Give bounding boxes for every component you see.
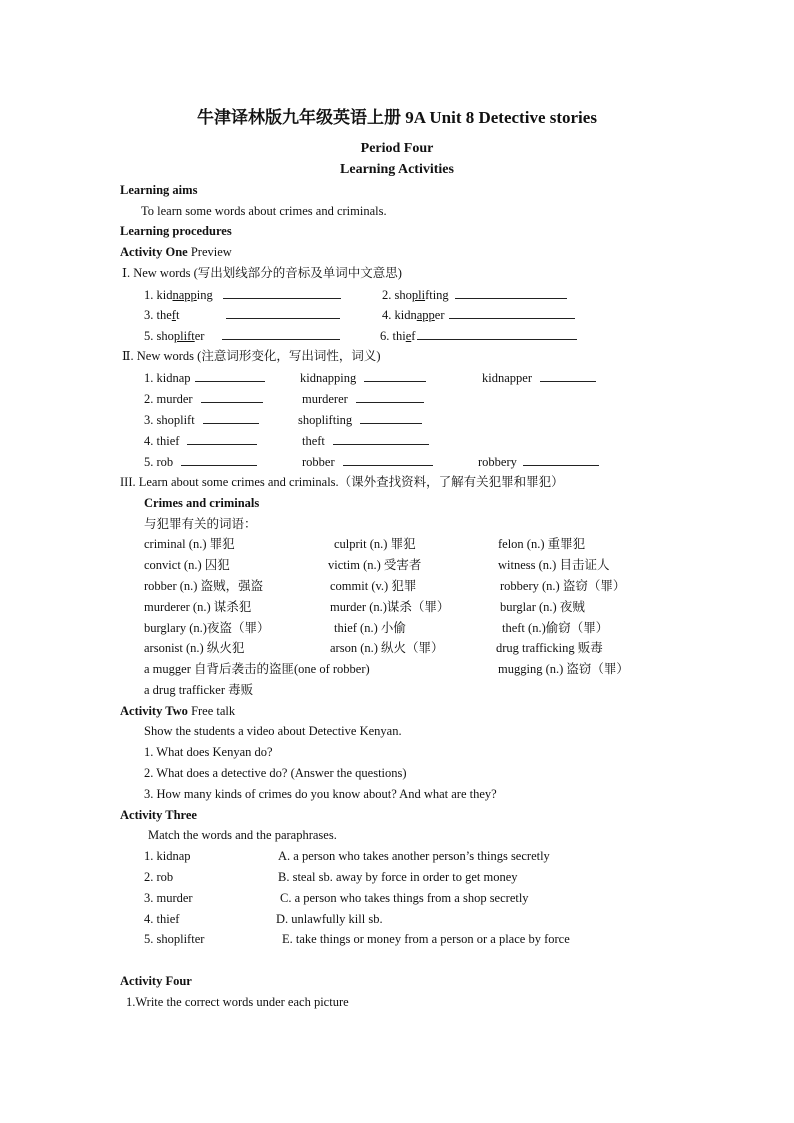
part3-heading: III. Learn about some crimes and criminals.（课外查找资料，了解有关犯罪和罪犯）: [120, 475, 564, 489]
answer-blank[interactable]: [523, 453, 599, 466]
match-definition: B. steal sb. away by force in order to get money: [278, 870, 518, 884]
vocab-entry: commit (v.) 犯罪: [330, 579, 417, 593]
activity-two-label: Free talk: [191, 704, 236, 718]
part2-word: theft: [302, 432, 429, 449]
activity-three-heading: Activity Three: [120, 808, 197, 822]
vocab-entry: felon (n.) 重罪犯: [498, 537, 586, 551]
match-definition: E. take things or money from a person or a place by force: [282, 932, 570, 946]
part1-item: 6. thief: [380, 327, 577, 344]
part1-item: 5. shoplifter: [144, 327, 340, 344]
answer-blank[interactable]: [449, 306, 575, 319]
part2-word: robber: [302, 453, 433, 470]
aims-text: To learn some words about crimes and criminals.: [141, 204, 387, 218]
vocab-entry: victim (n.) 受害者: [328, 558, 422, 572]
part1-heading: Ⅰ. New words (写出划线部分的音标及单词中文意思): [122, 266, 402, 280]
question-item: 2. What does a detective do? (Answer the questions): [144, 766, 407, 780]
vocab-entry: a mugger 自背后袭击的盗匪(one of robber): [144, 662, 370, 676]
part2-word: 5. rob: [144, 453, 257, 470]
activity-two-title: Activity Two: [120, 704, 188, 718]
vocab-entry: burglar (n.) 夜贼: [500, 600, 585, 614]
part1-item: 2. shoplifting: [382, 286, 567, 303]
vocab-entry: thief (n.) 小偷: [334, 621, 406, 635]
period-label: Period Four: [360, 141, 434, 156]
activity-two-heading: [120, 703, 235, 719]
vocab-entry: criminal (n.) 罪犯: [144, 537, 235, 551]
answer-blank[interactable]: [195, 369, 265, 382]
activity-two-intro: Show the students a video about Detective Kenyan.: [144, 724, 402, 738]
question-item: 1. What does Kenyan do?: [144, 745, 273, 759]
answer-blank[interactable]: [187, 432, 257, 445]
match-word: 3. murder: [144, 891, 193, 905]
part2-word: shoplifting: [298, 411, 422, 428]
answer-blank[interactable]: [540, 369, 596, 382]
vocab-entry: drug trafficking 贩毒: [496, 641, 603, 655]
answer-blank[interactable]: [226, 306, 340, 319]
vocab-entry: mugging (n.) 盗窃（罪）: [498, 662, 629, 676]
part2-word: kidnapping: [300, 369, 426, 386]
vocab-entry: burglary (n.)夜盗（罪）: [144, 621, 270, 635]
vocab-entry: murderer (n.) 谋杀犯: [144, 600, 252, 614]
answer-blank[interactable]: [455, 286, 567, 299]
match-word: 4. thief: [144, 912, 180, 926]
part2-word: murderer: [302, 390, 424, 407]
vocab-entry: arsonist (n.) 纵火犯: [144, 641, 245, 655]
question-item: 3. How many kinds of crimes do you know about? And what are they?: [144, 787, 497, 801]
part2-word: 4. thief: [144, 432, 257, 449]
vocab-entry: robbery (n.) 盗窃（罪）: [500, 579, 626, 593]
match-definition: D. unlawfully kill sb.: [276, 912, 383, 926]
part2-word: 1. kidnap: [144, 369, 265, 386]
activity-three-instruction: Match the words and the paraphrases.: [148, 828, 337, 842]
answer-blank[interactable]: [343, 453, 433, 466]
vocab-entry: theft (n.)偷窃（罪）: [502, 621, 609, 635]
activity-one-title: Activity One: [120, 245, 188, 259]
part1-item: 3. theft: [144, 306, 340, 323]
answer-blank[interactable]: [222, 327, 340, 340]
part2-word: robbery: [478, 453, 599, 470]
answer-blank[interactable]: [360, 411, 422, 424]
answer-blank[interactable]: [201, 390, 263, 403]
activity-one-label: Preview: [190, 245, 232, 259]
answer-blank[interactable]: [417, 327, 577, 340]
part2-word: kidnapper: [482, 369, 596, 386]
vocab-entry: culprit (n.) 罪犯: [334, 537, 416, 551]
vocab-entry: robber (n.) 盗贼，强盗: [144, 579, 264, 593]
match-word: 1. kidnap: [144, 849, 191, 863]
match-definition: C. a person who takes things from a shop secretly: [280, 891, 529, 905]
part2-word: 2. murder: [144, 390, 263, 407]
vocab-heading: 与犯罪有关的词语：: [144, 517, 257, 531]
part2-word: 3. shoplift: [144, 411, 259, 428]
answer-blank[interactable]: [203, 411, 259, 424]
vocab-entry: witness (n.) 目击证人: [498, 558, 610, 572]
document-title: 牛津译林版九年级英语上册 9A Unit 8 Detective stories: [197, 108, 597, 127]
match-definition: A. a person who takes another person’s things secretly: [278, 849, 550, 863]
part2-heading: Ⅱ. New words (注意词形变化，写出词性，词义): [122, 349, 381, 363]
procedures-heading: Learning procedures: [120, 224, 232, 238]
answer-blank[interactable]: [333, 432, 429, 445]
match-word: 5. shoplifter: [144, 932, 205, 946]
answer-blank[interactable]: [364, 369, 426, 382]
answer-blank[interactable]: [356, 390, 424, 403]
match-word: 2. rob: [144, 870, 174, 884]
vocab-entry: murder (n.)谋杀（罪）: [330, 600, 450, 614]
activity-one-heading: [120, 244, 232, 260]
aims-heading: Learning aims: [120, 183, 198, 197]
activity-four-instruction: 1.Write the correct words under each picture: [126, 995, 349, 1009]
part1-item: 4. kidnapper: [382, 306, 575, 323]
part1-item: 1. kidnapping: [144, 286, 341, 303]
vocab-entry: a drug trafficker 毒贩: [144, 683, 254, 697]
vocab-entry: arson (n.) 纵火（罪）: [330, 641, 444, 655]
answer-blank[interactable]: [223, 286, 341, 299]
crimes-heading: Crimes and criminals: [144, 496, 260, 510]
answer-blank[interactable]: [181, 453, 257, 466]
activity-four-heading: Activity Four: [120, 974, 192, 988]
vocab-entry: convict (n.) 囚犯: [144, 558, 230, 572]
subtitle: Learning Activities: [340, 162, 454, 177]
